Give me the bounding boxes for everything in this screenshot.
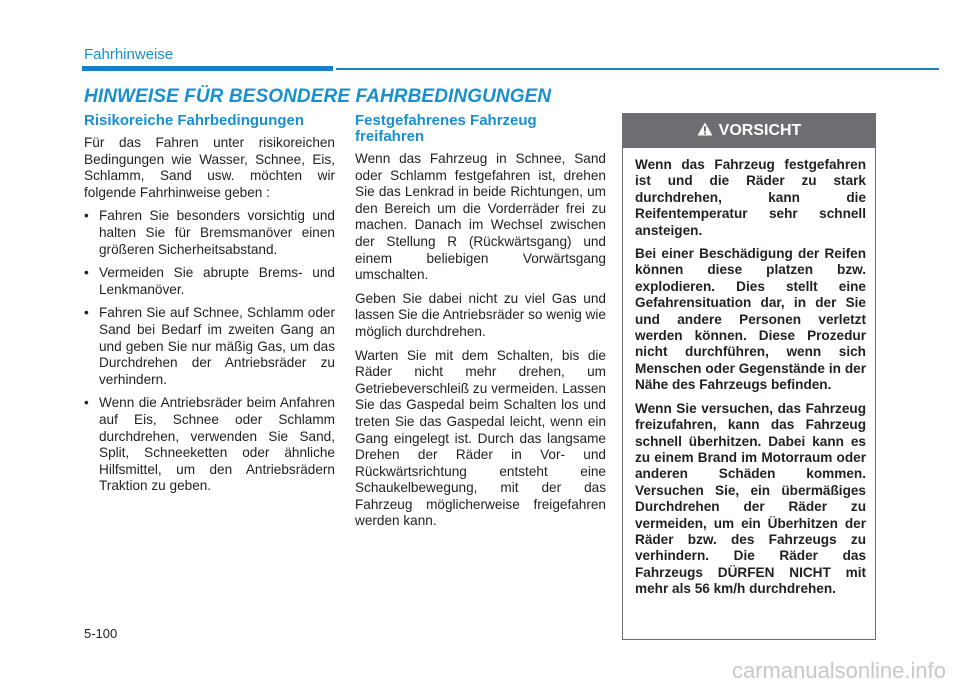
bullet-list <box>84 208 335 495</box>
list-item: • Wenn die Antriebsräder beim Anfahren auf Eis, Schnee oder Schlamm durchdrehen, verwenden Sie Sand, Split, Schneeketten oder ähnliche Hilfsmittel, um den Antriebsrädern Traktion zu geben. <box>84 395 335 494</box>
bullet-icon: • <box>84 265 89 281</box>
caution-header <box>623 114 875 148</box>
header-rule-thick <box>82 66 333 71</box>
paragraph: Geben Sie dabei nicht zu viel Gas und lassen Sie die Antriebsräder so wenig wie möglich durchdrehen. <box>355 290 606 339</box>
section-title: Fahrhinweise <box>84 46 174 63</box>
watermark: carmanualsonline.info <box>731 658 946 683</box>
paragraph: Warten Sie mit dem Schalten, bis die Räder nicht mehr drehen, um Getriebeverschleiß zu vermeiden. Lassen Sie das Gaspedal beim Schalten los und treten Sie das Gaspedal leicht, wenn ein Gang eingelegt ist. Durch das langsame Drehen der Räder in Vor- und Rückwärtsrichtung entsteht eine Schaukelbewegung, mit der das Fahrzeug möglicherweise freigefahren werden kann. <box>355 347 606 529</box>
bullet-icon: • <box>84 208 89 224</box>
list-item: • Vermeiden Sie abrupte Brems- und Lenkmanöver. <box>84 265 335 297</box>
header-rule-thin <box>336 68 939 70</box>
list-item: • Fahren Sie auf Schnee, Schlamm oder Sand bei Bedarf im zweiten Gang an und geben Sie nur mäßig Gas, um das Durchdrehen der Antriebsräder zu verhindern. <box>84 305 335 387</box>
bullet-icon: • <box>84 395 89 411</box>
bullet-icon: • <box>84 305 89 321</box>
caution-paragraph: Wenn das Fahrzeug festgefahren ist und die Räder zu stark durchdrehen, kann die Reifentemperatur sehr schnell ansteigen. <box>635 157 866 238</box>
caution-paragraph: Wenn Sie versuchen, das Fahrzeug freizufahren, kann das Fahrzeug schnell überhitzen. Dabei kann es zu einem Brand im Motorraum oder anderen Schäden kommen. Versuchen Sie, ein übermäßiges Durchdrehen der Räder zu vermeiden, um ein Überhitzen der Räder bzw. des Fahrzeugs zu verhindern. Die Räder das Fahrzeugs DÜRFEN NICHT mit mehr als 56 km/h durchdrehen. <box>635 400 866 597</box>
column-stuck-vehicle <box>355 113 606 537</box>
page-heading: HINWEISE FÜR BESONDERE FAHRBEDINGUNGEN <box>84 86 552 107</box>
paragraph: Wenn das Fahrzeug in Schnee, Sand oder Schlamm festgefahren ist, drehen Sie das Lenkrad in beide Richtungen, um den Bereich um die Vorderräder frei zu machen. Danach im Wechsel zwischen der Stellung R (Rückwärtsgang) und einem beliebigen Vorwärtsgang umschalten. <box>355 151 606 283</box>
caution-body <box>623 148 875 598</box>
warning-triangle-icon <box>697 122 713 141</box>
caution-paragraph: Bei einer Beschädigung der Reifen können diese platzen bzw. explodieren. Dies stellt eine Gefahrensituation dar, in der Sie und andere Personen verletzt werden können. Diese Prozedur nicht durchführen, wenn sich Menschen oder Gegenstände in der Nähe des Fahrzeugs befinden. <box>635 246 866 393</box>
page-number: 5-100 <box>84 626 118 641</box>
caution-label: VORSICHT <box>718 122 802 139</box>
column-risky-conditions <box>84 113 335 502</box>
list-item: • Fahren Sie besonders vorsichtig und halten Sie für Bremsmanöver einen größeren Sicherheitsabstand. <box>84 208 335 257</box>
caution-box <box>622 113 876 640</box>
column-heading: Festgefahrenes Fahrzeug freifahren <box>355 112 537 145</box>
intro-paragraph: Für das Fahren unter risikoreichen Bedingungen wie Wasser, Schnee, Eis, Schlamm, Sand usw. möchten wir folgende Fahrhinweise geben : <box>84 135 335 200</box>
column-heading: Risikoreiche Fahrbedingungen <box>84 112 305 129</box>
